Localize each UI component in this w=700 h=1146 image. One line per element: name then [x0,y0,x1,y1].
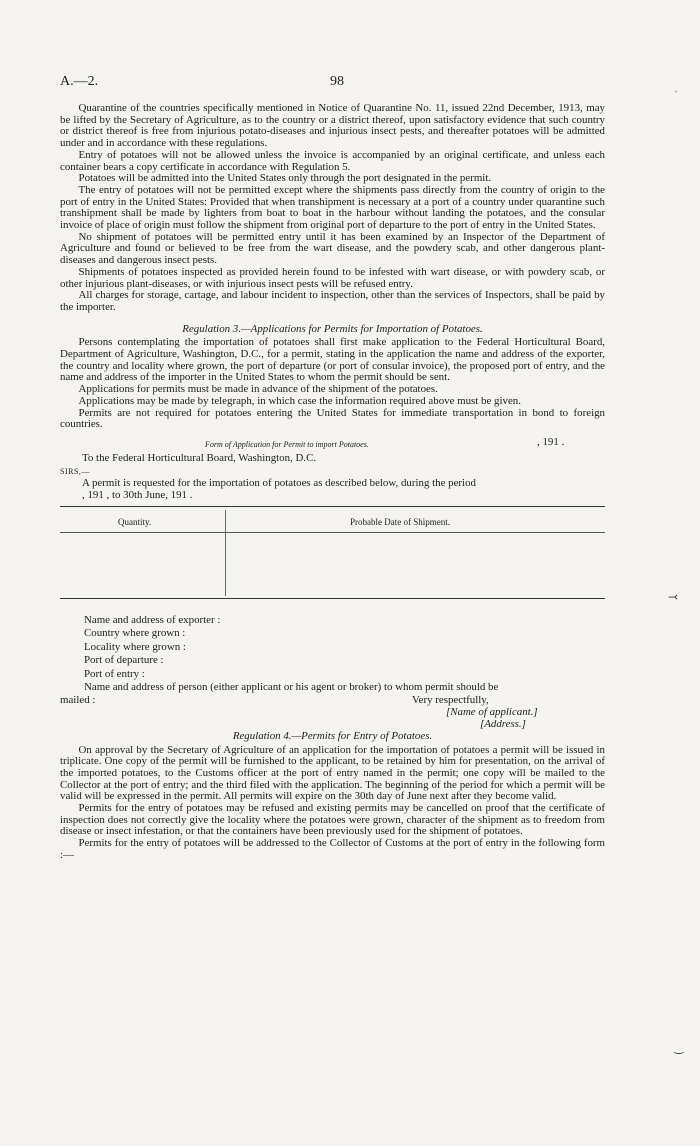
form-field-label: Name and address of person (either applicant or his agent or broker) to whom permit should be [84,681,499,694]
form-request-line-1: A permit is requested for the importation of potatoes as described below, during the period [82,477,476,490]
form-field-label: Locality where grown : [84,640,186,653]
shipment-table [60,506,605,604]
mailed-label: mailed : [60,693,96,706]
paragraph: No shipment of potatoes will be permitted entry until it has been examined by an Inspector of the Department of Agriculture and found or believed to be free from the wart disease, and the powdery scab, and other dangerous plant-diseases and dangerous insect pests. [60,230,605,267]
form-addressee: To the Federal Horticultural Board, Washington, D.C. [82,451,317,464]
form-title-row [60,437,605,453]
form-title: Form of Application for Permit to import Potatoes. [205,439,369,449]
paragraph: Shipments of potatoes inspected as provided herein found to be infested with wart disease, or with powdery scab, or other injurious plant-diseases, or with injurious insect pests will be refused entry. [60,265,605,290]
margin-mark-icon: ˈ [674,88,678,102]
paragraph: Permits for the entry of potatoes will be addressed to the Collector of Customs at the port of entry in the following form :— [60,837,605,861]
paragraph: Permits are not required for potatoes entering the United States for immediate transportation in bond to foreign countries. [60,406,605,431]
paragraph: Applications for permits must be made in advance of the shipment of the potatoes. [78,383,438,396]
page-number: 98 [330,74,344,89]
form-fields [60,614,605,695]
page-header [60,74,605,94]
column-header-shipment-date: Probable Date of Shipment. [350,516,450,527]
form-field-label: Country where grown : [84,627,186,640]
table-column-divider [225,510,226,596]
section-heading-regulation-3: Regulation 3.—Applications for Permits for Importation of Potatoes. [182,322,483,335]
paragraph: Persons contemplating the importation of potatoes shall first make application to the Federal Horticultural Board, Department of Agriculture, Washington, D.C., for a permit, stating in the application the name and address of the exporter, the country and locality where grown, the port of departure (or port of consular invoice), the proposed port of entry, and the name and address of the importer in the United States to whom the permit should be sent. [60,336,605,384]
table-rule [60,598,605,599]
paragraph: Entry of potatoes will not be allowed unless the invoice is accompanied by an original certificate, and unless each container bears a copy certificate in accordance with Regulation 5. [60,148,605,173]
signature-address: [Address.] [480,717,526,730]
form-field-label: Port of entry : [84,667,145,680]
paragraph: Permits for the entry of potatoes may be refused and existing permits may be cancelled on proof that the certificate of inspection does not correctly give the locality where the potatoes were grown, character of the shipment as to freedom from disease or insect infestation, or that the containers have been previously used for the shipment of potatoes. [60,802,605,838]
paragraph: All charges for storage, cartage, and labour incident to inspection, other than the services of Inspectors, shall be paid by the importer. [60,289,605,313]
form-date: , 191 . [537,435,565,448]
signature-name-row [60,707,605,719]
signature-address-row [60,719,605,731]
form-request-line-2: , 191 , to 30th June, 191 . [82,489,193,502]
closing-text: Very respectfully, [412,693,489,706]
margin-mark-icon: ‿ [674,1040,684,1054]
document-body [60,103,605,862]
form-field-label: Port of departure : [84,654,164,667]
margin-mark-icon: ⤙ [668,590,679,604]
paragraph: The entry of potatoes will not be permitted except where the shipments pass directly from the country of origin to the port of entry in the United States: Provided that when transhipment is necessary at a port of a country under quarantine such transhipment shall be made by lighters from boat to boat in the harbour without landing the potatoes, and the consular invoice of place of origin must follow the shipment from original port of departure to the port of entry in the United States. [60,183,605,232]
paragraph: Potatoes will be admitted into the United States only through the port designated in the permit. [78,172,492,185]
paragraph: On approval by the Secretary of Agriculture of an application for the importation of potatoes a permit will be issued in triplicate. One copy of the permit will be furnished to the applicant, to be retained by him for presentation, on the arrival of the imported potatoes, to the Customs officer at the port of entry named in the permit; one copy will be mailed to the Collector at the port of entry; and the third filed with the application. The beginning of the period for which a permit will be valid will be expressed in the permit. All permits will expire on the 30th day of June next after they become valid. [60,743,605,803]
form-salutation: SIRS,— [60,466,90,476]
form-field-label: Name and address of exporter : [84,613,221,626]
column-header-quantity: Quantity. [118,516,152,527]
document-reference: A.—2. [60,74,99,89]
table-rule [60,532,605,533]
signature-name: [Name of applicant.] [446,705,538,718]
mailed-row [60,695,605,707]
section-heading-regulation-4: Regulation 4.—Permits for Entry of Potatoes. [232,729,433,742]
paragraph: Applications may be made by telegraph, in which case the information required above must be given. [78,394,521,407]
paragraph: Quarantine of the countries specifically mentioned in Notice of Quarantine No. 11, issued 22nd December, 1913, may be lifted by the Secretary of Agriculture, as to the country or a district thereof, upon satisfactory evidence that such country or district thereof is free from injurious potato-diseases and injurious insect pests, and thereafter potatoes will be admitted under and in accordance with these regulations. [60,102,605,150]
table-rule [60,506,605,507]
